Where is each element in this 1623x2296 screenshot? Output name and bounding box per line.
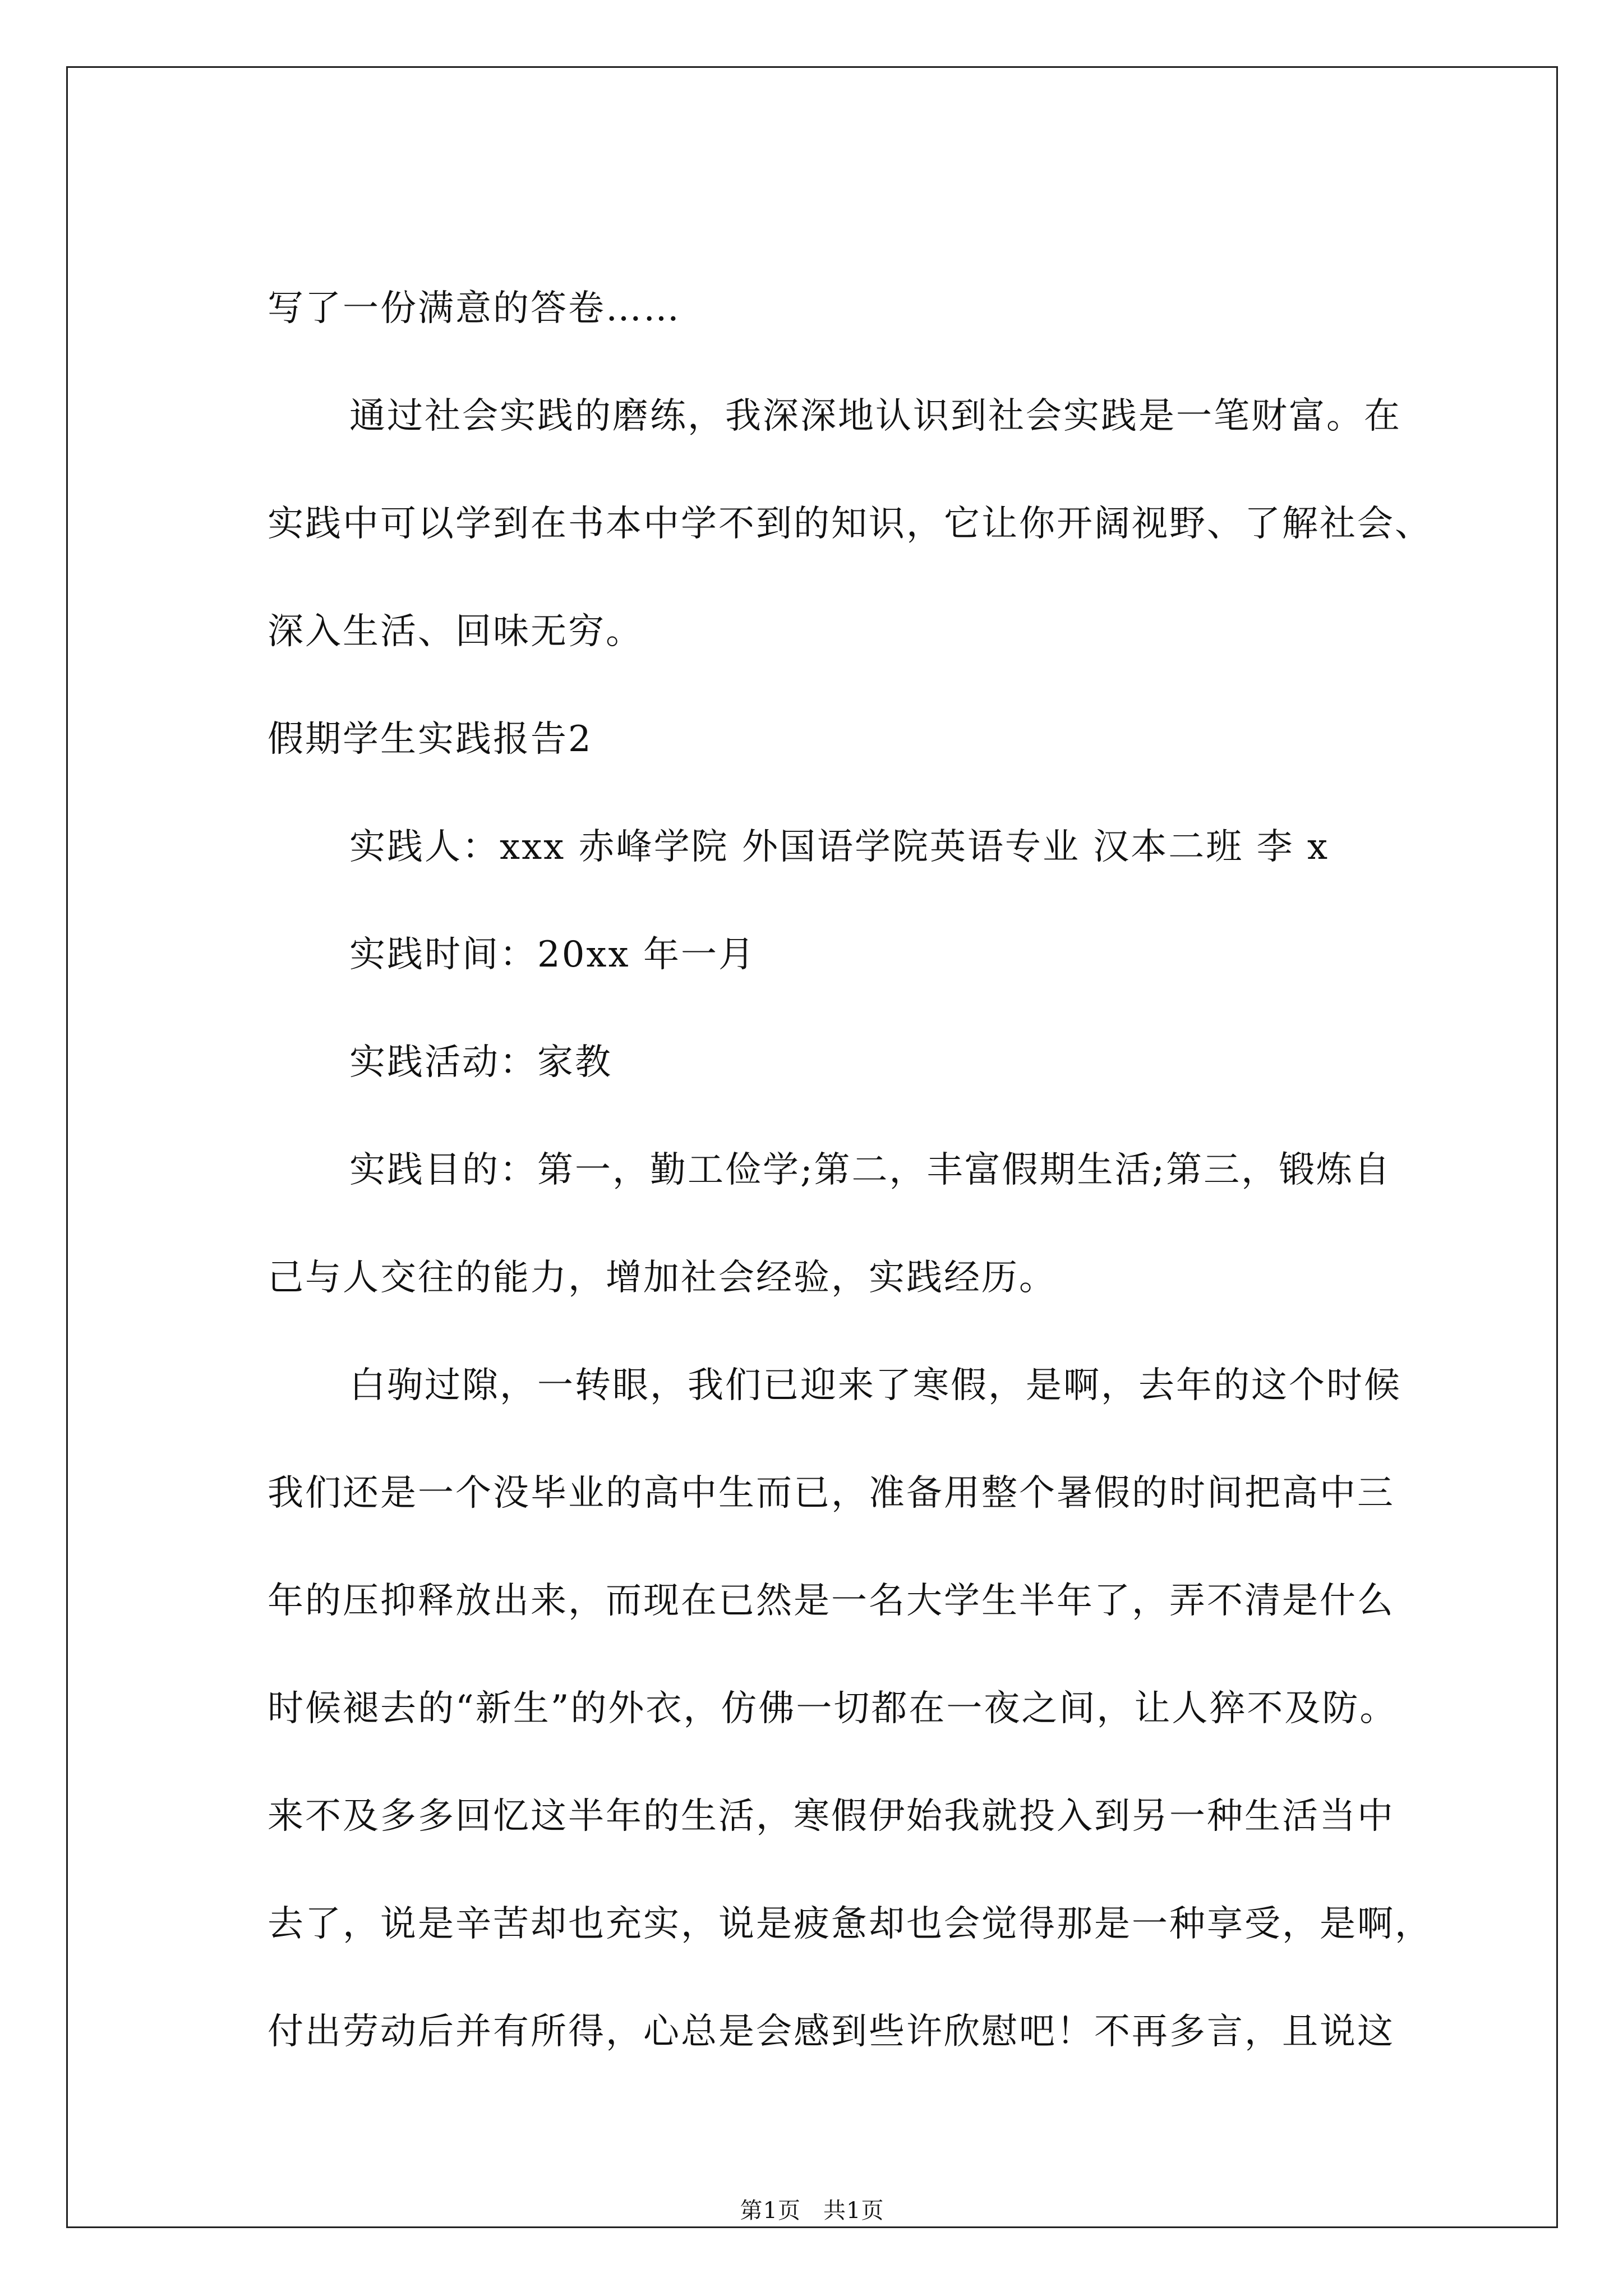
text-line: 时候褪去的“新生”的外衣，仿佛一切都在一夜之间，让人猝不及防。 — [268, 1688, 1398, 1729]
text-line: 实践人：xxx 赤峰学院 外国语学院英语专业 汉本二班 李 x — [349, 826, 1330, 868]
text-line: 写了一份满意的答卷…… — [268, 288, 681, 329]
document-body — [268, 284, 1529, 2115]
page-total: 共1页 — [823, 2198, 884, 2224]
text-line: 己与人交往的能力，增加社会经验，实践经历。 — [268, 1257, 1057, 1299]
text-line: 来不及多多回忆这半年的生活，寒假伊始我就投入到另一种生活当中 — [268, 1796, 1395, 1837]
page-frame — [66, 66, 1558, 2228]
text-line: 通过社会实践的磨练，我深深地认识到社会实践是一笔财富。在 — [349, 395, 1401, 437]
text-line: 付出劳动后并有所得，心总是会感到些许欣慰吧！不再多言，且说这 — [268, 2011, 1395, 2053]
page-footer — [68, 2197, 1556, 2225]
text-line: 深入生活、回味无穷。 — [268, 611, 643, 652]
text-line: 实践时间：20xx 年一月 — [349, 934, 756, 976]
section-heading: 假期学生实践报告2 — [268, 719, 593, 760]
text-line: 实践中可以学到在书本中学不到的知识，它让你开阔视野、了解社会、 — [268, 503, 1432, 545]
text-line: 我们还是一个没毕业的高中生而已，准备用整个暑假的时间把高中三 — [268, 1473, 1395, 1514]
text-line: 白驹过隙，一转眼，我们已迎来了寒假，是啊，去年的这个时候 — [349, 1365, 1401, 1406]
page-number: 第1页 — [740, 2198, 801, 2224]
text-line: 实践活动：家教 — [349, 1042, 612, 1083]
text-line: 去了，说是辛苦却也充实，说是疲惫却也会觉得那是一种享受，是啊， — [268, 1903, 1432, 1945]
text-line: 实践目的：第一，勤工俭学;第二，丰富假期生活;第三，锻炼自 — [349, 1149, 1392, 1191]
text-line: 年的压抑释放出来，而现在已然是一名大学生半年了，弄不清是什么 — [268, 1580, 1395, 1622]
